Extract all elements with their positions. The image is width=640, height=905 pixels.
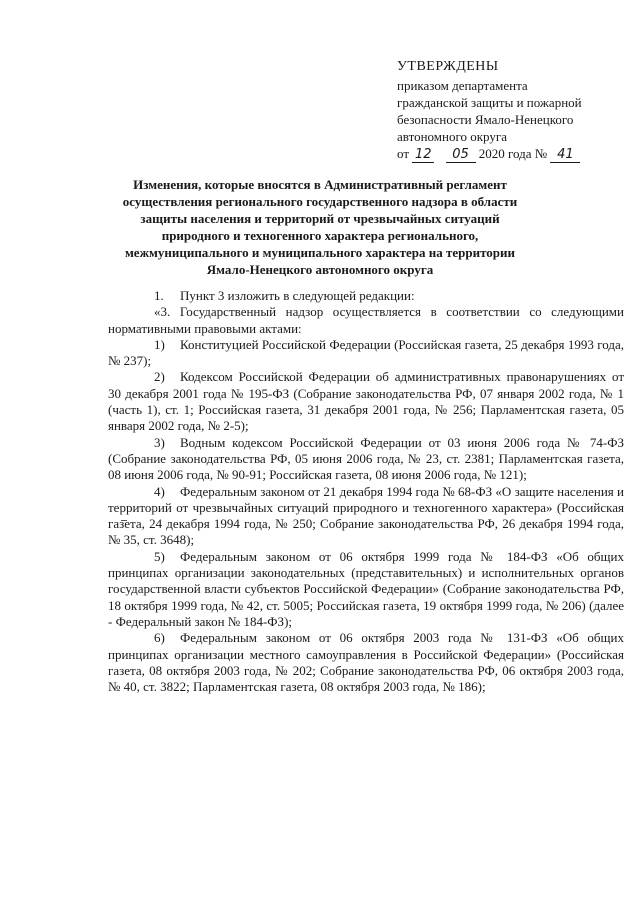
approval-date (397, 145, 617, 163)
act-item (108, 549, 624, 630)
approval-block (397, 58, 617, 163)
act-number: 2) (154, 369, 165, 385)
date-day-handwritten: 12 (412, 148, 434, 163)
approval-title: УТВЕРЖДЕНЫ (397, 59, 499, 74)
act-item (108, 630, 624, 695)
act-text: Федеральным законом от 06 октября 1999 года № 184-ФЗ «Об общих принципах организации законодательных (представительных) и исполнительных органов государственной власти субъектов Российской Федерации» (Собрание законодательства РФ, 18 октября 1999 года, № 42, ст. 5005; Российская газета, 19 октября 1999 года, № 206) (далее - Федеральный закон № 184-ФЗ); (108, 548, 624, 629)
act-text: Федеральным законом от 21 декабря 1994 года № 68-ФЗ «О защите населения и территорий от чрезвычайных ситуаций природного и техногенного характера» (Российская газета, 24 декабря 1994 года, № 250; Собрание законодательства РФ, 26 декабря 1994 года, № 35, ст. 3648); (108, 483, 624, 548)
act-text: Водным кодексом Российской Федерации от 03 июня 2006 года № 74-ФЗ (Собрание законодательства РФ, 05 июня 2006 года, № 23, ст. 2381; Парламентская газета, 08 июня 2006 года, № 90-91; Российская газета, 08 июня 2006 года, № 121); (108, 434, 624, 483)
approval-line: гражданской защиты и пожарной (397, 95, 582, 110)
act-number: 3) (154, 434, 165, 450)
date-year-text: 2020 года № (478, 146, 548, 161)
act-item (108, 435, 624, 484)
act-number: 4) (154, 483, 165, 499)
intro-paragraph: «3. Государственный надзор осуществляется в соответствии со следующими нормативными правовыми актами: (108, 304, 624, 336)
act-text: Федеральным законом от 06 октября 2003 года № 131-ФЗ «Об общих принципах организации местного самоуправления в Российской Федерации» (Российская газета, 08 октября 2003 года, № 202; Собрание законодательства РФ, 06 октября 2003 года, № 40, ст. 3822; Парламентская газета, 08 октября 2003 года, № 186); (108, 630, 624, 695)
order-number-handwritten: 41 (550, 148, 580, 163)
approval-line: безопасности Ямало-Ненецкого (397, 112, 574, 127)
act-text: Кодексом Российской Федерации об административных правонарушениях от 30 декабря 2001 года № 195-ФЗ (Собрание законодательства РФ, 07 января 2002 года, № 1 (часть 1), ст. 1; Российская газета, 31 декабря 2001 года, № 256; Парламентская газета, 05 января 2002 года, № 2-5); (108, 369, 624, 434)
approval-line: приказом департамента (397, 78, 528, 93)
act-number: 6) (154, 630, 165, 646)
date-month-handwritten: 05 (446, 148, 476, 163)
document-title: Изменения, которые вносятся в Административный регламент осуществления регионального государственного надзора в области защиты населения и территорий от чрезвычайных ситуаций природного и техногенного характера регионального, межмуниципального и муниципального характера на территории Ямало-Ненецкого автономного округа (122, 177, 518, 277)
approval-line: автономного округа (397, 129, 507, 144)
item-1-text: Пункт 3 изложить в следующей редакции: (180, 288, 415, 303)
item-1 (108, 288, 624, 304)
act-number: 1) (154, 336, 165, 352)
act-item (108, 337, 624, 370)
act-item (108, 369, 624, 434)
act-text: Конституцией Российской Федерации (Российская газета, 25 декабря 1993 года, № 237); (108, 336, 624, 369)
item-1-number: 1. (154, 288, 164, 303)
act-number: 5) (154, 548, 165, 564)
date-prefix: от (397, 146, 410, 161)
document-body (108, 288, 624, 695)
act-item (108, 484, 624, 549)
